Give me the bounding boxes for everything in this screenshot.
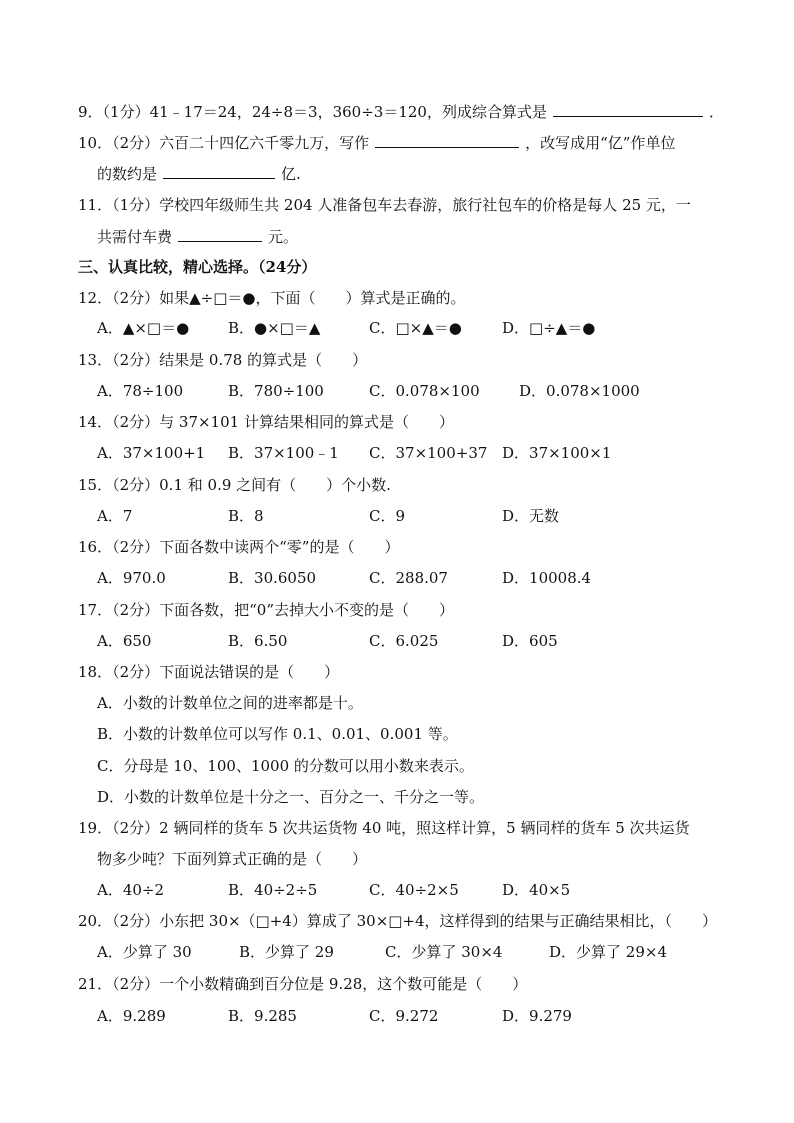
option-c[interactable]: C．□×▲＝● bbox=[369, 319, 462, 337]
question-11-text-a: 共需付车费 bbox=[97, 228, 173, 246]
option-c[interactable]: C．37×100+37 bbox=[369, 444, 488, 462]
option-d[interactable]: D．605 bbox=[502, 632, 558, 650]
question-10-text-a: 10．（2分）六百二十四亿六千零九万，写作 bbox=[78, 134, 370, 152]
option-d[interactable]: D．小数的计数单位是十分之一、百分之一、千分之一等。 bbox=[97, 788, 485, 806]
answer-blank[interactable] bbox=[163, 163, 275, 179]
option-c[interactable]: C．6.025 bbox=[369, 632, 439, 650]
option-b[interactable]: B．少算了 29 bbox=[239, 943, 334, 961]
question-12: 12．（2分）如果▲÷□＝●，下面（ ）算式是正确的。 bbox=[78, 289, 466, 307]
question-9-end: ． bbox=[708, 103, 724, 121]
option-d[interactable]: D．无数 bbox=[502, 507, 560, 525]
option-d[interactable]: D．10008.4 bbox=[502, 569, 592, 587]
option-a[interactable]: A．9.289 bbox=[97, 1007, 166, 1025]
option-a[interactable]: A．少算了 30 bbox=[97, 943, 192, 961]
question-13: 13．（2分）结果是 0.78 的算式是（ ） bbox=[78, 351, 368, 369]
option-b[interactable]: B．9.285 bbox=[228, 1007, 297, 1025]
question-17: 17．（2分）下面各数，把“0”去掉大小不变的是（ ） bbox=[78, 601, 455, 619]
option-d[interactable]: D．37×100×1 bbox=[502, 444, 612, 462]
question-9 bbox=[78, 101, 724, 122]
option-d[interactable]: D．少算了 29×4 bbox=[549, 943, 667, 961]
section-heading: 三、认真比较，精心选择。（24分） bbox=[78, 258, 317, 276]
option-c[interactable]: C．0.078×100 bbox=[369, 382, 480, 400]
answer-blank[interactable] bbox=[375, 132, 519, 148]
option-b[interactable]: B．37×100﹣1 bbox=[228, 444, 339, 462]
question-11-line-2 bbox=[97, 226, 298, 247]
question-11-text-b: 元。 bbox=[268, 228, 299, 246]
question-19-line-2: 物多少吨？下面列算式正确的是（ ） bbox=[97, 850, 368, 868]
answer-blank[interactable] bbox=[178, 226, 262, 242]
question-10-text-c: 的数约是 bbox=[97, 165, 158, 183]
option-d[interactable]: D．9.279 bbox=[502, 1007, 572, 1025]
option-b[interactable]: B．小数的计数单位可以写作 0.1、0.01、0.001 等。 bbox=[97, 725, 458, 743]
option-b[interactable]: B．6.50 bbox=[228, 632, 288, 650]
option-a[interactable]: A．650 bbox=[97, 632, 152, 650]
option-a[interactable]: A．37×100+1 bbox=[97, 444, 206, 462]
question-10-text-b: ，改写成用“亿”作单位 bbox=[525, 134, 676, 152]
question-19-line-1: 19．（2分）2 辆同样的货车 5 次共运货物 40 吨，照这样计算，5 辆同样的货车 5 次共运货 bbox=[78, 819, 690, 837]
question-10-line-2 bbox=[97, 163, 301, 184]
option-b[interactable]: B．40÷2÷5 bbox=[228, 881, 318, 899]
option-c[interactable]: C．9.272 bbox=[369, 1007, 439, 1025]
question-21: 21．（2分）一个小数精确到百分位是 9.28，这个数可能是（ ） bbox=[78, 975, 528, 993]
option-a[interactable]: A．小数的计数单位之间的进率都是十。 bbox=[97, 694, 363, 712]
option-d[interactable]: D．□÷▲＝● bbox=[502, 319, 596, 337]
option-b[interactable]: B．780÷100 bbox=[228, 382, 324, 400]
question-14: 14．（2分）与 37×101 计算结果相同的算式是（ ） bbox=[78, 413, 454, 431]
option-c[interactable]: C．9 bbox=[369, 507, 406, 525]
question-11-line-1: 11．（1分）学校四年级师生共 204 人准备包车去春游，旅行社包车的价格是每人 25 元，一 bbox=[78, 196, 691, 214]
option-b[interactable]: B．8 bbox=[228, 507, 264, 525]
question-20: 20．（2分）小东把 30×（□+4）算成了 30×□+4，这样得到的结果与正确结果相比，（ ） bbox=[78, 912, 718, 930]
option-a[interactable]: A．970.0 bbox=[97, 569, 166, 587]
option-a[interactable]: A．7 bbox=[97, 507, 133, 525]
question-15: 15．（2分）0.1 和 0.9 之间有（ ）个小数. bbox=[78, 476, 391, 494]
option-c[interactable]: C．40÷2×5 bbox=[369, 881, 459, 899]
answer-blank[interactable] bbox=[553, 101, 703, 117]
question-10-text-d: 亿. bbox=[281, 165, 301, 183]
option-c[interactable]: C．288.07 bbox=[369, 569, 448, 587]
option-a[interactable]: A．40÷2 bbox=[97, 881, 165, 899]
option-d[interactable]: D．0.078×1000 bbox=[519, 382, 640, 400]
option-c[interactable]: C．分母是 10、100、1000 的分数可以用小数来表示。 bbox=[97, 757, 474, 775]
option-b[interactable]: B．30.6050 bbox=[228, 569, 317, 587]
option-d[interactable]: D．40×5 bbox=[502, 881, 571, 899]
question-9-text: 9．（1分）41﹣17＝24，24÷8＝3，360÷3＝120，列成综合算式是 bbox=[78, 103, 547, 121]
option-a[interactable]: A．78÷100 bbox=[97, 382, 184, 400]
option-b[interactable]: B．●×□＝▲ bbox=[228, 319, 321, 337]
option-c[interactable]: C．少算了 30×4 bbox=[385, 943, 503, 961]
question-18: 18．（2分）下面说法错误的是（ ） bbox=[78, 663, 340, 681]
question-10-line-1 bbox=[78, 132, 675, 153]
option-a[interactable]: A．▲×□＝● bbox=[97, 319, 190, 337]
question-16: 16．（2分）下面各数中读两个“零”的是（ ） bbox=[78, 538, 400, 556]
